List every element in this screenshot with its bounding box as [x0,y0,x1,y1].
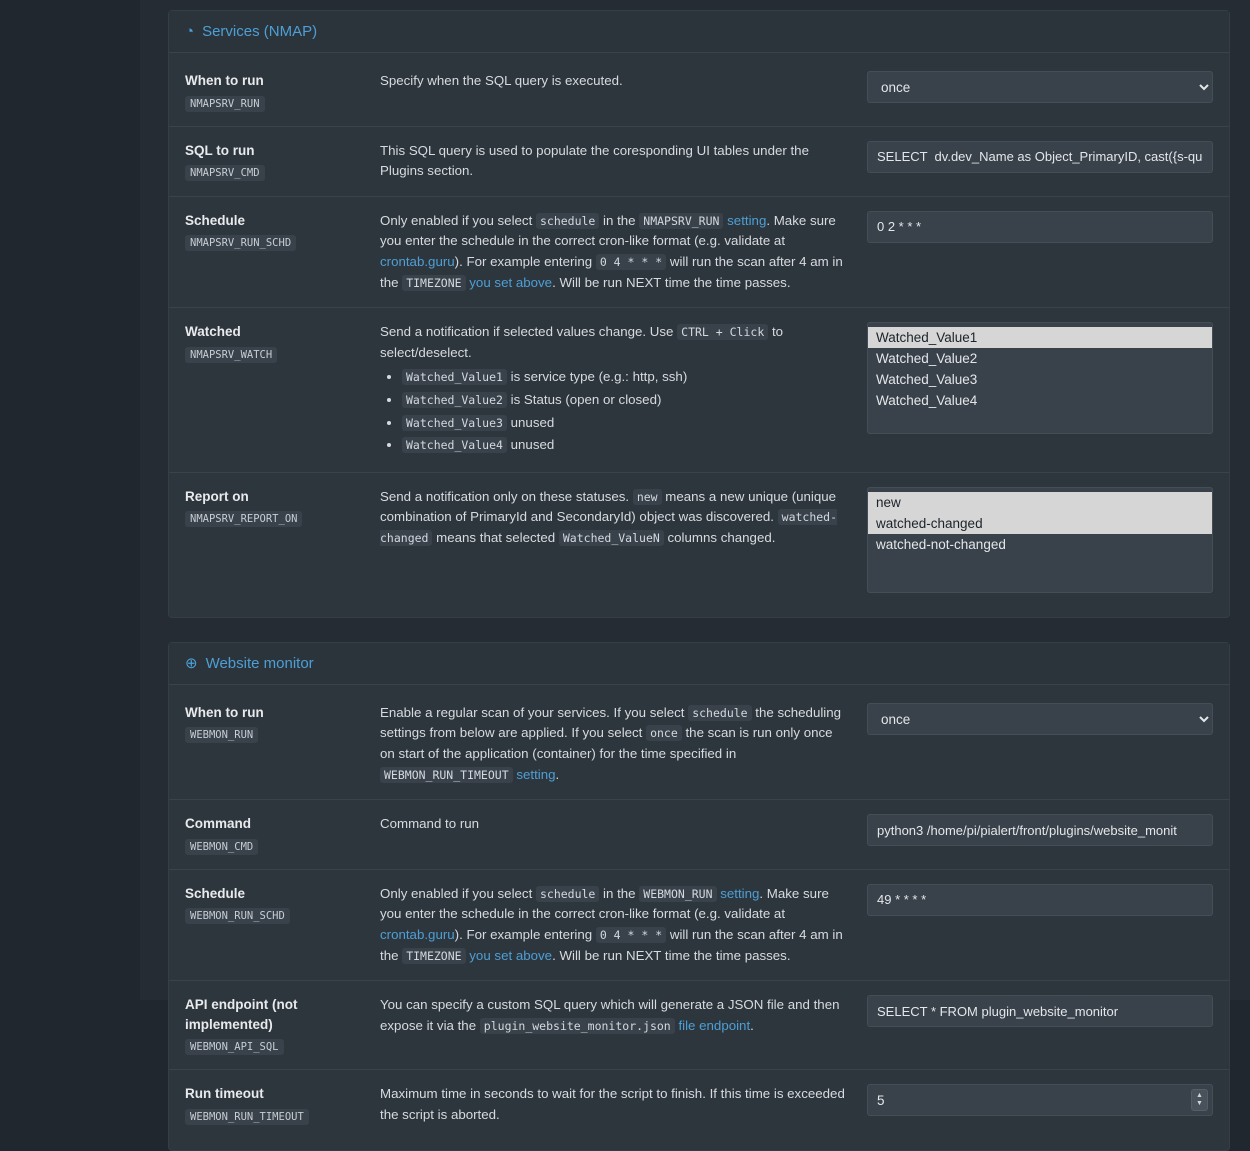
setting-key: NMAPSRV_RUN_SCHD [185,235,296,251]
setting-description: Enable a regular scan of your services. If you select schedule the scheduling settings from below are applied. If you select once the scan is run only once on start of the application (container) for the time specified in WEBMON_RUN_TIMEOUT setting. [380,704,842,782]
inline-code: 0 4 * * * [596,927,666,943]
setting-label: Run timeout [185,1086,264,1102]
card-body [169,685,1229,1150]
setting-field-col [867,814,1213,846]
setting-description: Specify when the SQL query is executed. [380,73,623,88]
setting-field-col [867,211,1213,243]
setting-text-input[interactable] [867,141,1213,173]
listbox-option[interactable]: Watched_Value2 [876,351,978,367]
setting-row [169,800,1229,870]
setting-field-col [867,703,1213,735]
setting-key: WEBMON_CMD [185,839,258,855]
inline-link[interactable]: crontab.guru [380,927,455,943]
setting-row [169,197,1229,308]
setting-label-col [185,814,380,855]
inline-link[interactable]: setting [727,212,767,228]
setting-field-col [867,884,1213,916]
inline-code: Watched_Value3 [402,415,507,431]
inline-code: Watched_Value1 [402,369,507,385]
card-header [169,11,1229,53]
listbox-option[interactable]: watched-changed [868,513,1212,534]
inline-code: new [633,489,662,505]
setting-description: You can specify a custom SQL query which will generate a JSON file and then expose it via the plugin_website_monitor.json file endpoint. [380,997,840,1033]
number-stepper-icon[interactable]: ▲ ▼ [1191,1089,1208,1111]
left-gutter [0,0,140,1000]
sections-host [140,10,1250,1151]
card-title: Website monitor [205,654,314,672]
setting-text-input[interactable] [867,884,1213,916]
setting-label: When to run [185,73,264,88]
settings-card [168,10,1230,618]
setting-label: Schedule [185,885,246,901]
setting-label: Watched [185,324,241,340]
inline-link[interactable]: you set above [469,274,553,290]
setting-field-col [867,995,1213,1027]
setting-row [169,127,1229,197]
setting-label-col [185,141,380,182]
setting-field-col [867,141,1213,173]
setting-label-col [185,1084,380,1125]
setting-label: SQL to run [185,142,255,158]
card-title: Services (NMAP) [202,23,318,40]
settings-content [140,0,1250,1123]
when-to-run-select[interactable] [867,71,1213,103]
setting-description: Only enabled if you select schedule in the NMAPSRV_RUN setting. Make sure you enter the schedule in the correct cron-like format (e.g. validate at crontab.guru). For example entering 0 4 * * * will run the scan after 4 am in the TIMEZONE you set above. Will be run NEXT time the time passes. [380,212,843,290]
setting-label: Report on [185,488,249,504]
setting-key: WEBMON_RUN_SCHD [185,908,290,924]
card-header [169,643,1229,685]
inline-code: watched-changed [380,510,838,546]
setting-key: NMAPSRV_RUN [185,96,265,112]
setting-label-col [185,487,380,528]
setting-label: When to run [185,704,264,720]
listbox-option[interactable]: Watched_Value4 [876,393,978,409]
setting-label-col [185,703,380,744]
setting-label-col [185,995,380,1055]
setting-row [169,870,1229,981]
globe-icon: ⊕ [185,654,198,672]
setting-row [169,981,1229,1070]
inline-code: plugin_website_monitor.json [480,1018,675,1034]
inline-code: WEBMON_RUN_TIMEOUT [380,767,513,783]
report-on-listbox[interactable] [867,487,1213,593]
inline-code: schedule [536,886,599,902]
setting-description: This SQL query is used to populate the coresponding UI tables under the Plugins section. [380,142,809,179]
setting-key: NMAPSRV_CMD [185,165,265,181]
listbox-option[interactable]: Watched_Value3 [876,372,978,388]
run-timeout-input[interactable] [867,1084,1213,1116]
setting-field-col [867,1084,1213,1116]
setting-description: Send a notification only on these statuses. new means a new unique (unique combination of PrimaryId and SecondaryId) object was discovered. watched-changed means that selected Watched_ValueN columns changed. [380,488,838,546]
setting-field-col [867,71,1213,103]
setting-key: WEBMON_API_SQL [185,1039,284,1055]
setting-description: Maximum time in seconds to wait for the script to finish. If this time is exceeded the script is aborted. [380,1086,845,1123]
setting-label-col [185,322,380,363]
setting-row [169,689,1229,800]
setting-label-col [185,211,380,252]
setting-row [169,473,1229,607]
inline-code: schedule [688,705,751,721]
inline-code: once [646,725,682,741]
setting-description: Only enabled if you select schedule in the WEBMON_RUN setting. Make sure you enter the schedule in the correct cron-like format (e.g. validate at crontab.guru). For example entering 0 4 * * * will run the scan after 4 am in the TIMEZONE you set above. Will be run NEXT time the time passes. [380,885,843,963]
when-to-run-select[interactable] [867,703,1213,735]
setting-row [169,308,1229,473]
inline-code: TIMEZONE [402,948,465,964]
setting-row [169,1070,1229,1139]
setting-text-input[interactable] [867,814,1213,846]
inline-code: WEBMON_RUN [639,886,716,902]
setting-description: Send a notification if selected values change. Use CTRL + Click to select/deselect. • Watched_Value1 is service type (e.g.: http, ssh) • Watched_Value2 is Status (open or closed) • Watched_Value3 unused • Watched_Value4 unused [380,322,867,458]
settings-card [168,642,1230,1151]
number-input-wrapper [867,1084,1213,1116]
inline-code: TIMEZONE [402,275,465,291]
setting-label: API endpoint (not implemented) [185,997,298,1032]
setting-key: NMAPSRV_REPORT_ON [185,511,302,527]
setting-field-col [867,322,1213,434]
setting-text-input[interactable] [867,995,1213,1027]
listbox-option[interactable]: new [868,492,1212,513]
inline-code: Watched_ValueN [559,530,664,546]
setting-label: Schedule [185,212,246,228]
inline-code: Watched_Value2 [402,392,507,408]
inline-link[interactable]: crontab.guru [380,254,455,269]
setting-key: WEBMON_RUN [185,727,258,743]
setting-description: Command to run [380,816,480,832]
inline-link[interactable]: file endpoint [678,1017,751,1033]
inline-link[interactable]: setting [516,766,556,782]
listbox-option[interactable]: watched-not-changed [876,536,1006,552]
listbox-option[interactable]: Watched_Value1 [868,327,1212,348]
setting-label-col [185,884,380,925]
setting-text-input[interactable] [867,211,1213,243]
setting-label-col [185,71,380,112]
inline-code: CTRL + Click [677,324,768,340]
setting-row [169,57,1229,127]
section-gap [140,618,1250,632]
watched-listbox[interactable] [867,322,1213,434]
inline-link[interactable]: you set above [469,947,553,963]
setting-key: WEBMON_RUN_TIMEOUT [185,1109,309,1125]
inline-link[interactable]: setting [720,885,760,901]
setting-field-col [867,487,1213,593]
inline-code: 0 4 * * * [596,254,666,270]
setting-key: NMAPSRV_WATCH [185,347,277,363]
setting-label: Command [185,816,252,832]
inline-code: NMAPSRV_RUN [639,213,723,229]
inline-code: Watched_Value4 [402,437,507,453]
card-body [169,53,1229,617]
inline-code: schedule [536,213,599,229]
radar-icon: ◔ [185,23,195,40]
